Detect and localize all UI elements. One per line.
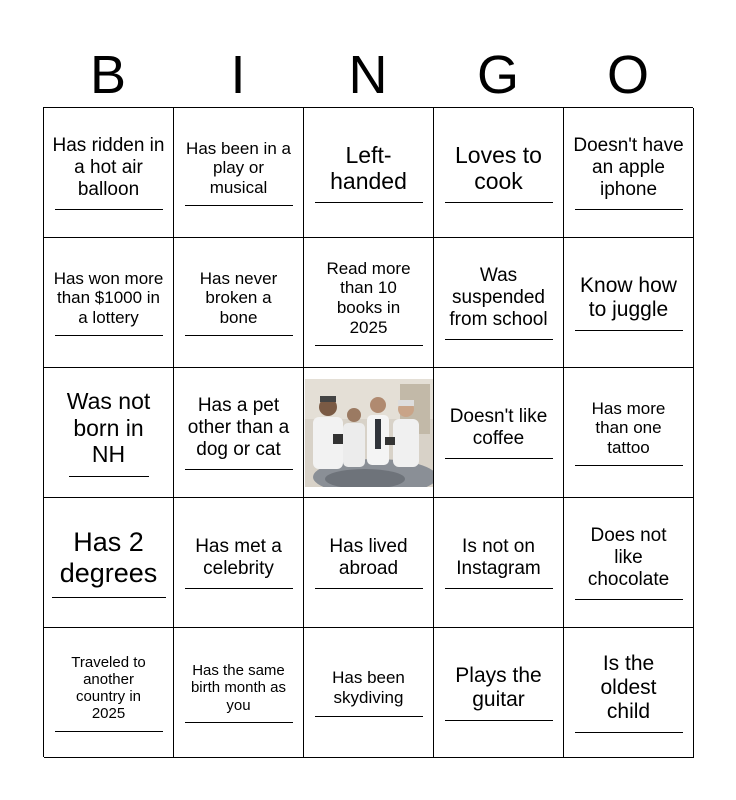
bingo-cell[interactable] xyxy=(44,368,174,498)
cell-text: Traveled to another country in 2025 xyxy=(71,653,146,723)
bingo-cell[interactable] xyxy=(44,238,174,368)
group-photo xyxy=(305,379,433,487)
cell-text: Has the same birth month as you xyxy=(190,662,287,714)
signature-line xyxy=(55,731,163,732)
signature-line xyxy=(575,599,683,600)
bingo-cell[interactable] xyxy=(174,368,304,498)
signature-line xyxy=(445,588,553,589)
bingo-cell[interactable] xyxy=(564,238,694,368)
bingo-cell[interactable] xyxy=(564,108,694,238)
signature-line xyxy=(55,335,163,336)
cell-text: Is the oldest child xyxy=(600,651,657,724)
bingo-cell[interactable] xyxy=(174,108,304,238)
group-photo-image xyxy=(305,379,433,487)
header-letter-i: I xyxy=(230,45,246,105)
bingo-header xyxy=(43,42,693,108)
signature-line xyxy=(315,202,423,203)
bingo-cell[interactable] xyxy=(44,498,174,628)
signature-line xyxy=(575,732,683,733)
header-letter-o: O xyxy=(606,45,649,105)
bingo-cell[interactable] xyxy=(434,238,564,368)
signature-line xyxy=(315,345,423,346)
signature-line xyxy=(445,720,553,721)
bingo-cell[interactable] xyxy=(564,368,694,498)
cell-text: Has met a celebrity xyxy=(195,536,282,579)
signature-line xyxy=(315,588,423,589)
cell-text: Know how to juggle xyxy=(580,273,677,321)
signature-line xyxy=(445,458,553,459)
cell-text: Has lived abroad xyxy=(329,536,408,579)
bingo-grid xyxy=(43,107,693,757)
cell-text: Has a pet other than a dog or cat xyxy=(187,395,290,460)
cell-text: Doesn't like coffee xyxy=(449,406,548,449)
bingo-cell[interactable] xyxy=(44,628,174,758)
signature-line xyxy=(575,330,683,331)
bingo-cell[interactable] xyxy=(434,498,564,628)
signature-line xyxy=(185,469,293,470)
cell-text: Doesn't have an apple iphone xyxy=(573,135,684,200)
signature-line xyxy=(575,465,683,466)
bingo-cell[interactable] xyxy=(304,108,434,238)
cell-text: Has been in a play or musical xyxy=(186,138,291,197)
signature-line xyxy=(445,339,553,340)
signature-line xyxy=(55,209,163,210)
cell-text: Read more than 10 books in 2025 xyxy=(326,258,411,337)
signature-line xyxy=(185,335,293,336)
header-letter-n: N xyxy=(348,45,388,105)
signature-line xyxy=(445,202,553,203)
cell-text: Loves to cook xyxy=(455,141,542,194)
bingo-cell[interactable] xyxy=(304,498,434,628)
signature-line xyxy=(185,722,293,723)
free-space[interactable] xyxy=(304,368,434,498)
bingo-cell[interactable] xyxy=(564,498,694,628)
bingo-cell[interactable] xyxy=(434,108,564,238)
header-letter-g: G xyxy=(476,45,519,105)
cell-text: Plays the guitar xyxy=(455,663,542,711)
cell-text: Was suspended from school xyxy=(449,265,548,330)
signature-line xyxy=(575,209,683,210)
cell-text: Has never broken a bone xyxy=(199,268,278,327)
bingo-cell[interactable] xyxy=(304,628,434,758)
cell-text: Has been skydiving xyxy=(332,668,405,707)
signature-line xyxy=(52,597,166,598)
bingo-cell[interactable] xyxy=(304,238,434,368)
cell-text: Is not on Instagram xyxy=(456,536,541,579)
bingo-cell[interactable] xyxy=(174,498,304,628)
cell-text: Has 2 degrees xyxy=(59,526,158,588)
signature-line xyxy=(185,588,293,589)
cell-text: Left-handed xyxy=(330,141,407,194)
cell-text: Has won more than $1000 in a lottery xyxy=(53,268,164,327)
header-letter-b: B xyxy=(89,45,127,105)
cell-text: Has more than one tattoo xyxy=(591,398,666,457)
cell-text: Was not born in NH xyxy=(66,388,151,468)
bingo-cell[interactable] xyxy=(174,238,304,368)
bingo-cell[interactable] xyxy=(174,628,304,758)
bingo-cell[interactable] xyxy=(434,368,564,498)
bingo-cell[interactable] xyxy=(434,628,564,758)
signature-line xyxy=(185,205,293,206)
bingo-cell[interactable] xyxy=(564,628,694,758)
bingo-cell[interactable] xyxy=(44,108,174,238)
cell-text: Does not like chocolate xyxy=(587,525,670,590)
cell-text: Has ridden in a hot air balloon xyxy=(52,135,165,200)
signature-line xyxy=(315,716,423,717)
signature-line xyxy=(69,476,149,477)
